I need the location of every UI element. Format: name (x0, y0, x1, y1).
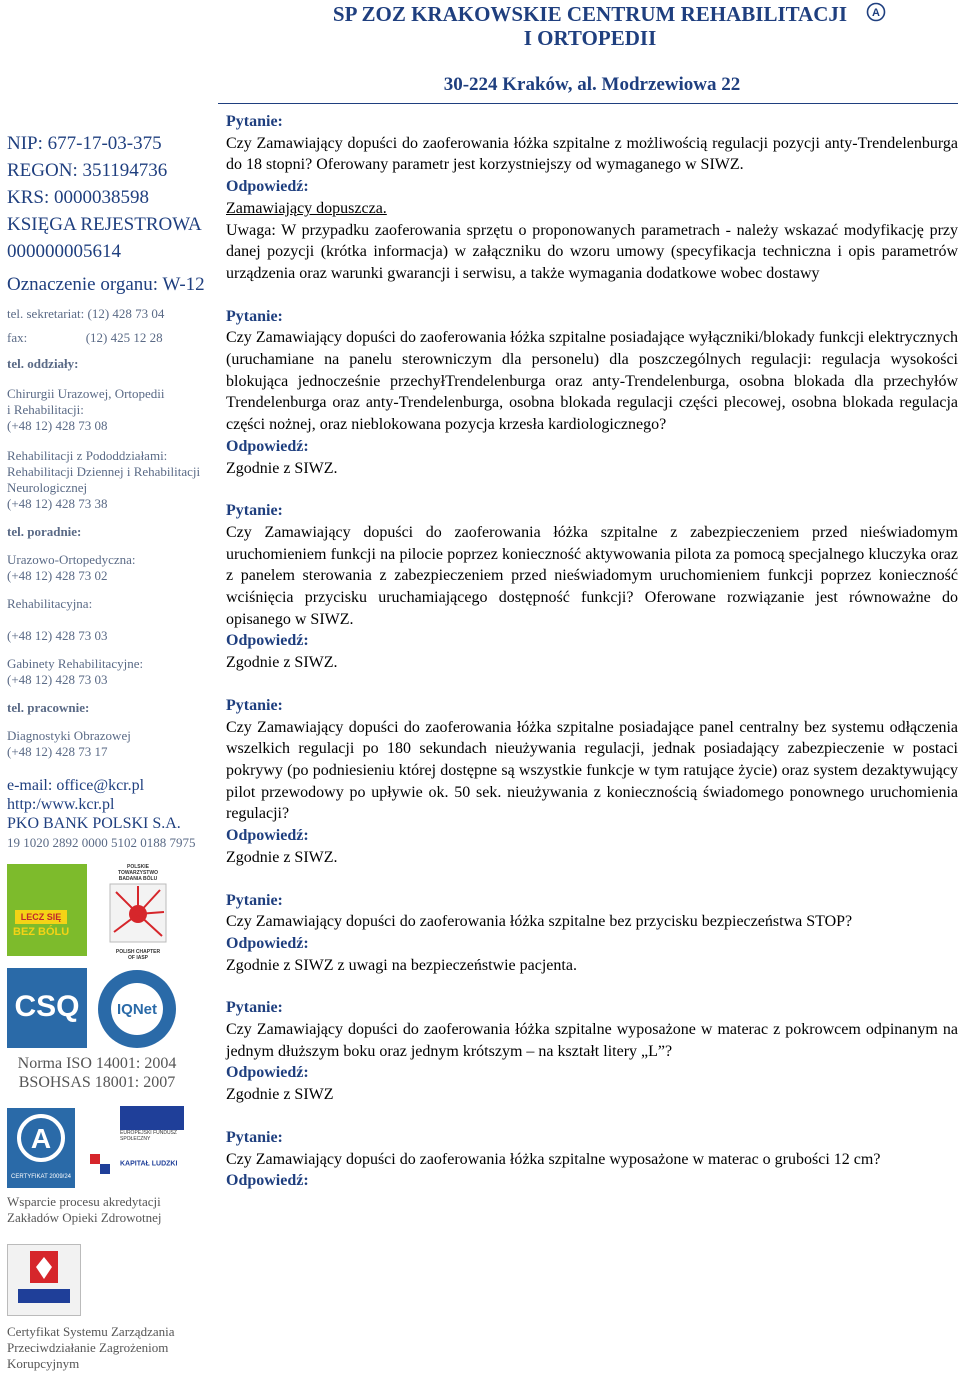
header-title-line2: I ORTOPEDII (523, 26, 657, 50)
question-text: Czy Zamawiający dopuści do zaoferowania łóżka szpitalne wyposażone w materac z pokrowcem odpinanym na jednym dłuższym boku oraz jednym krótszym – na kształt litery „L”? (226, 1021, 958, 1060)
lecz-sie-bez-bolu-logo (7, 864, 87, 956)
qa-item (226, 890, 958, 977)
csq-text: CSQ (14, 990, 80, 1023)
gabinety: Gabinety Rehabilitacyjne: (7, 656, 144, 671)
pododdzialy-line1: Rehabilitacji z Pododdziałami: (7, 448, 168, 463)
iso-certs (7, 1054, 187, 1092)
kapital-ludzki-icon (86, 1150, 116, 1178)
urazowo-ortopedyczna-phone: (+48 12) 428 73 02 (7, 568, 108, 583)
rehabilitacyjna: Rehabilitacyjna: (7, 596, 93, 611)
regon: REGON: 351194736 (7, 160, 168, 181)
qa-item (226, 500, 958, 674)
answer-label: Odpowiedź: (226, 1064, 309, 1082)
question-text: Czy Zamawiający dopuści do zaoferowania łóżka szpitalne z zabezpieczeniem przed nieświadomym uruchomieniem funkcji na pilocie poprzez konieczność aktywowania pilota za pomocą specjalnego kluczyka oraz z panelem sterowania z zabezpieczeniem przed nieświadomym uruchomieniem funkcji poprzez konieczność wciśnięcia przycisku uruchamiającego dostępność funkcji? Oferowane rozwiązanie jest równoważne do opisanego w SIWZ. (226, 523, 958, 628)
qa-content (226, 111, 958, 1213)
question-text: Czy Zamawiający dopuści do zaoferowania łóżka szpitalne posiadające wyłączniki/blokady funkcji elektrycznych (uruchamiane na panelu sterowniczym dla personelu) dla poszczególnych regulacji: regulacja wysokości blokująca jednocześnie przechyłTrendelenburga oraz anty-Trendelenburga, osobna blokada dla przechyłów Trendelenburga oraz anty-Trendelenburga, osobna blokada regulacji części plecowej, osobna blokada regulacja części nożnej, oraz nieblokowana pozycja krzesła kardiologicznego? (226, 329, 958, 434)
anti-corruption-cert-logo (7, 1244, 81, 1316)
diagnostyki: Diagnostyki Obrazowej (7, 728, 131, 743)
ksiega-line2: 000000005614 (7, 241, 121, 262)
kapital-ludzki-logo (86, 1150, 184, 1180)
answer-label: Odpowiedź: (226, 934, 309, 952)
question-text: Czy Zamawiający dopuści do zaoferowania łóżka szpitalne posiadające panel centralny bez systemu odłączenia wszelkich regulacji po 180 sekundach nieużywania regulacji, jednak posiadający zabezpieczenie w postaci pokrywy (po podniesieniu której dostępne są wszystkie funkcje w tym ratujące życie) oraz system dezaktywujący pilot przewodowy po upływie ok. 50 sek. nieużywania z koniecznością świadomego ponownego uruchomienia regulacji? (226, 718, 958, 823)
csq-logo (7, 968, 87, 1048)
nip: NIP: 677-17-03-375 (7, 133, 162, 154)
bank-name: PKO BANK POLSKI S.A. (7, 815, 181, 832)
wsparcie-line2: Zakładów Opieki Zdrowotnej (7, 1210, 162, 1225)
svg-text:A: A (30, 1123, 52, 1154)
question-label: Pytanie: (226, 1128, 283, 1146)
bez-bolu-text: BEZ BÓLU (13, 926, 70, 938)
lecz-sie-text: LECZ SIĘ (15, 910, 67, 924)
answer-text: Zgodnie z SIWZ (226, 1086, 334, 1104)
answer-text: Zgodnie z SIWZ. (226, 654, 338, 672)
sidebar (7, 130, 215, 851)
ksiega-line1: KSIĘGA REJESTROWA (7, 214, 202, 235)
kapital-ludzki-text: KAPITAŁ LUDZKI (120, 1160, 178, 1168)
accreditation-logo-icon (866, 2, 886, 22)
answer-text: Zgodnie z SIWZ. (226, 459, 338, 477)
answer-label: Odpowiedź: (226, 1172, 309, 1190)
pracownie-label: tel. pracownie: (7, 700, 90, 715)
iso-14001: Norma ISO 14001: 2004 (17, 1055, 177, 1072)
akredytacja-a-icon (7, 1108, 75, 1172)
sekretariat: tel. sekretariat: (12) 428 73 04 (7, 306, 165, 321)
question-label: Pytanie: (226, 891, 283, 909)
ptbb-logo (108, 864, 168, 961)
iqnet-text: IQNet (116, 1001, 157, 1018)
header-divider (218, 103, 958, 104)
ptbb-text-4: OF IASP (127, 955, 148, 961)
cert-system-caption (7, 1324, 207, 1372)
qa-item (226, 306, 958, 480)
answer-note: Uwaga: W przypadku zaoferowania sprzętu o proponowanych parametrach - należy wskazać modyfikację przy danej pozycji (krótka informacja) w załączniku do wzoru umowy (specyfikacja techniczna i opis parametrów urządzenia oraz warunki gwarancji i serwisu, a także wymagania dodatkowe wobec dostawy (226, 221, 958, 282)
question-label: Pytanie: (226, 999, 283, 1017)
eagle-emblem-icon (8, 1245, 80, 1315)
answer-label: Odpowiedź: (226, 632, 309, 650)
bank-account: 19 1020 2892 0000 5102 0188 7975 (7, 835, 196, 850)
eu-flag-logo (120, 1106, 184, 1146)
eu-fund-text: EUROPEJSKI FUNDUSZ SPOŁECZNY (120, 1130, 177, 1142)
ptbb-text-3: POLISH CHAPTER (115, 949, 161, 955)
oddzialy-label: tel. oddziały: (7, 356, 79, 371)
question-label: Pytanie: (226, 307, 283, 325)
akredytacja-logo (7, 1108, 75, 1188)
chirurgii-phone: (+48 12) 428 73 08 (7, 418, 108, 433)
neuron-icon (108, 882, 168, 944)
eu-flag-icon (120, 1106, 184, 1130)
chirurgii-line1: Chirurgii Urazowej, Ortopedii (7, 386, 165, 401)
answer-text: Zgodnie z SIWZ. (226, 848, 338, 866)
answer-text: Zgodnie z SIWZ z uwagi na bezpieczeństwie pacjenta. (226, 956, 577, 974)
answer-label: Odpowiedź: (226, 827, 309, 845)
poradnie-label: tel. poradnie: (7, 524, 82, 539)
fax-value: (12) 425 12 28 (85, 330, 163, 345)
certyfikat-badge: CERTYFIKAT 2009/24 (10, 1174, 72, 1180)
cert-system-line1: Certyfikat Systemu Zarządzania (7, 1324, 175, 1339)
question-label: Pytanie: (226, 696, 283, 714)
answer-label: Odpowiedź: (226, 178, 309, 196)
fax-label: fax: (7, 330, 28, 345)
ptbb-text-2: BADANIA BÓLU (118, 876, 158, 882)
iqnet-logo (92, 968, 182, 1050)
qa-item (226, 695, 958, 869)
pododdzialy-line3: Neurologicznej (7, 480, 88, 495)
answer-text: Zamawiający dopuszcza. (226, 199, 387, 217)
website-link[interactable]: http:/www.kcr.pl (7, 796, 115, 813)
header-title-line1: SP ZOZ KRAKOWSKIE CENTRUM REHABILITACJI (332, 2, 848, 26)
question-text: Czy Zamawiający dopuści do zaoferowania łóżka szpitalne wyposażone w materac o grubości 12 cm? (226, 1150, 881, 1168)
email-link[interactable]: e-mail: office@kcr.pl (7, 777, 145, 794)
question-label: Pytanie: (226, 113, 283, 130)
cert-system-line2: Przeciwdziałanie Zagrożeniom (7, 1340, 169, 1355)
question-text: Czy Zamawiający dopuści do zaoferowania łóżka szpitalne z możliwością regulacji pozycji anty-Trendelenburga do 18 stopni? Oferowany parametr jest korzystniejszy od wymaganego w SIWZ. (226, 134, 958, 174)
rehabilitacyjna-phone: (+48 12) 428 73 03 (7, 628, 108, 643)
chirurgii-line2: i Rehabilitacji: (7, 402, 84, 417)
bsohsas-18001: BSOHSAS 18001: 2007 (18, 1074, 176, 1091)
answer-label: Odpowiedź: (226, 437, 309, 455)
document-header (290, 2, 890, 50)
pododdzialy-line2: Rehabilitacji Dziennej i Rehabilitacji (7, 464, 201, 479)
question-text: Czy Zamawiający dopuści do zaoferowania łóżka szpitalne bez przycisku bezpieczeństwa STOP? (226, 913, 853, 931)
pododdzialy-phone: (+48 12) 428 73 38 (7, 496, 108, 511)
organ: Oznaczenie organu: W-12 (7, 274, 205, 295)
urazowo-ortopedyczna: Urazowo-Ortopedyczna: (7, 552, 136, 567)
wsparcie-line1: Wsparcie procesu akredytacji (7, 1194, 161, 1209)
fax (7, 330, 215, 346)
cert-system-line3: Korupcyjnym (7, 1356, 80, 1371)
header-address: 30-224 Kraków, al. Modrzewiowa 22 (443, 74, 741, 95)
svg-text:A: A (872, 7, 880, 19)
question-label: Pytanie: (226, 502, 283, 520)
qa-item (226, 997, 958, 1106)
diagnostyki-phone: (+48 12) 428 73 17 (7, 744, 108, 759)
wsparcie-caption (7, 1194, 207, 1226)
gabinety-phone: (+48 12) 428 73 03 (7, 672, 108, 687)
qa-item (226, 1127, 958, 1192)
ptbb-text-1: POLSKIE TOWARZYSTWO (118, 864, 158, 876)
qa-item (226, 111, 958, 285)
krs: KRS: 0000038598 (7, 187, 149, 208)
